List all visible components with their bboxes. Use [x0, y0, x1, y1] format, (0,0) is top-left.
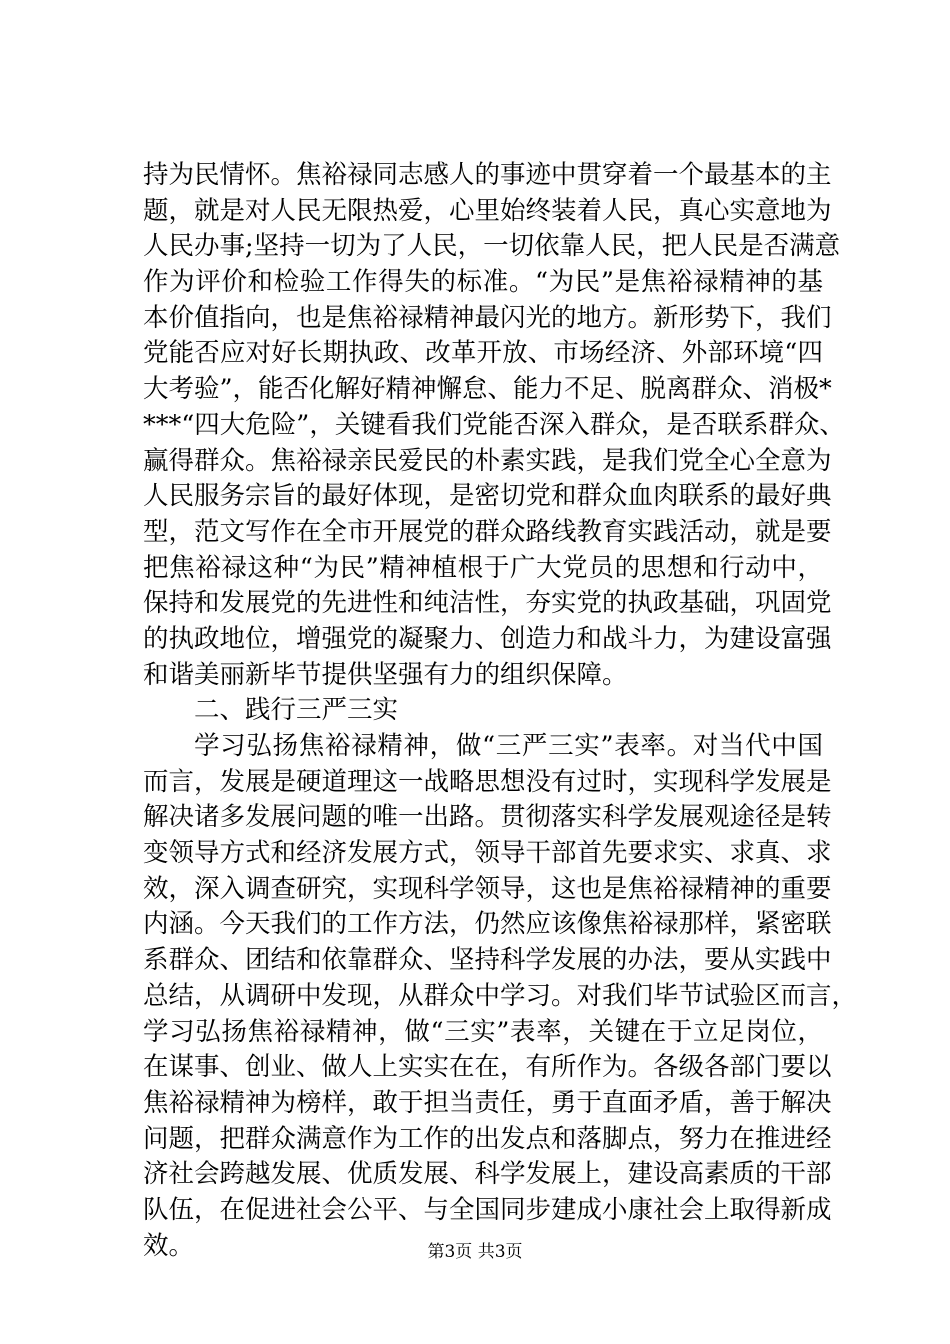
- text-line: 人民办事;坚持一切为了人民，一切依靠人民，把人民是否满意: [143, 231, 841, 262]
- text-line: 题，就是对人民无限热爱，心里始终装着人民，真心实意地为: [143, 195, 832, 226]
- text-line: 赢得群众。焦裕禄亲民爱民的朴素实践，是我们党全心全意为: [143, 445, 832, 476]
- text-line: 作为评价和检验工作得失的标准。“为民”是焦裕禄精神的基: [143, 267, 823, 298]
- paragraph-1: [143, 158, 845, 693]
- text-line: 而言，发展是硬道理这一战略思想没有过时，实现科学发展是: [143, 766, 832, 797]
- text-line: 保持和发展党的先进性和纯洁性，夯实党的执政基础，巩固党: [143, 588, 832, 619]
- text-line: 和谐美丽新毕节提供坚强有力的组织保障。: [143, 659, 628, 690]
- text-line: 人民服务宗旨的最好体现，是密切党和群众血肉联系的最好典: [143, 481, 832, 512]
- text-line: 在谋事、创业、做人上实实在在，有所作为。各级各部门要以: [143, 1052, 832, 1083]
- text-line: 效，深入调查研究，实现科学领导，这也是焦裕禄精神的重要: [143, 873, 832, 904]
- text-line: 的执政地位，增强党的凝聚力、创造力和战斗力，为建设富强: [143, 623, 832, 654]
- section-heading: 二、践行三严三实: [194, 695, 399, 726]
- page-number: 第3页 共3页: [427, 1242, 523, 1262]
- text-line: 学习弘扬焦裕禄精神，做“三严三实”表率。对当代中国: [194, 731, 823, 761]
- text-line: 焦裕禄精神为榜样，敢于担当责任，勇于直面矛盾，善于解决: [143, 1087, 832, 1118]
- text-line: 学习弘扬焦裕禄精神，做“三实”表率，关键在于立足岗位，: [143, 1016, 823, 1047]
- text-line: 系群众、团结和依靠群众、坚持科学发展的办法，要从实践中: [143, 945, 832, 976]
- text-line: 问题，把群众满意作为工作的出发点和落脚点，努力在推进经: [143, 1123, 832, 1154]
- text-line: 内涵。今天我们的工作方法，仍然应该像焦裕禄那样，紧密联: [143, 909, 832, 940]
- text-line: 总结，从调研中发现，从群众中学习。对我们毕节试验区而言，: [143, 980, 858, 1011]
- text-line: 本价值指向，也是焦裕禄精神最闪光的地方。新形势下，我们: [143, 302, 832, 333]
- text-line: 把焦裕禄这种“为民”精神植根于广大党员的思想和行动中，: [143, 552, 823, 583]
- text-line: 持为民情怀。焦裕禄同志感人的事迹中贯穿着一个最基本的主: [143, 160, 832, 190]
- text-line: 大考验”，能否化解好精神懈怠、能力不足、脱离群众、消极*: [143, 374, 832, 405]
- text-line: 型，范文写作在全市开展党的群众路线教育实践活动，就是要: [143, 516, 832, 547]
- text-line: 济社会跨越发展、优质发展、科学发展上，建设高素质的干部: [143, 1159, 832, 1190]
- page-footer: [0, 1240, 950, 1264]
- text-line: 变领导方式和经济发展方式，领导干部首先要求实、求真、求: [143, 838, 832, 869]
- body-text: [143, 158, 858, 1264]
- text-line: 效。: [143, 1230, 195, 1261]
- text-line: ***“四大危险”，关键看我们党能否深入群众，是否联系群众、: [143, 409, 845, 440]
- paragraph-2: [143, 729, 858, 1264]
- text-line: 解决诸多发展问题的唯一出路。贯彻落实科学发展观途径是转: [143, 802, 832, 833]
- text-line: 队伍，在促进社会公平、与全国同步建成小康社会上取得新成: [143, 1194, 832, 1225]
- text-line: 党能否应对好长期执政、改革开放、市场经济、外部环境“四: [143, 338, 823, 369]
